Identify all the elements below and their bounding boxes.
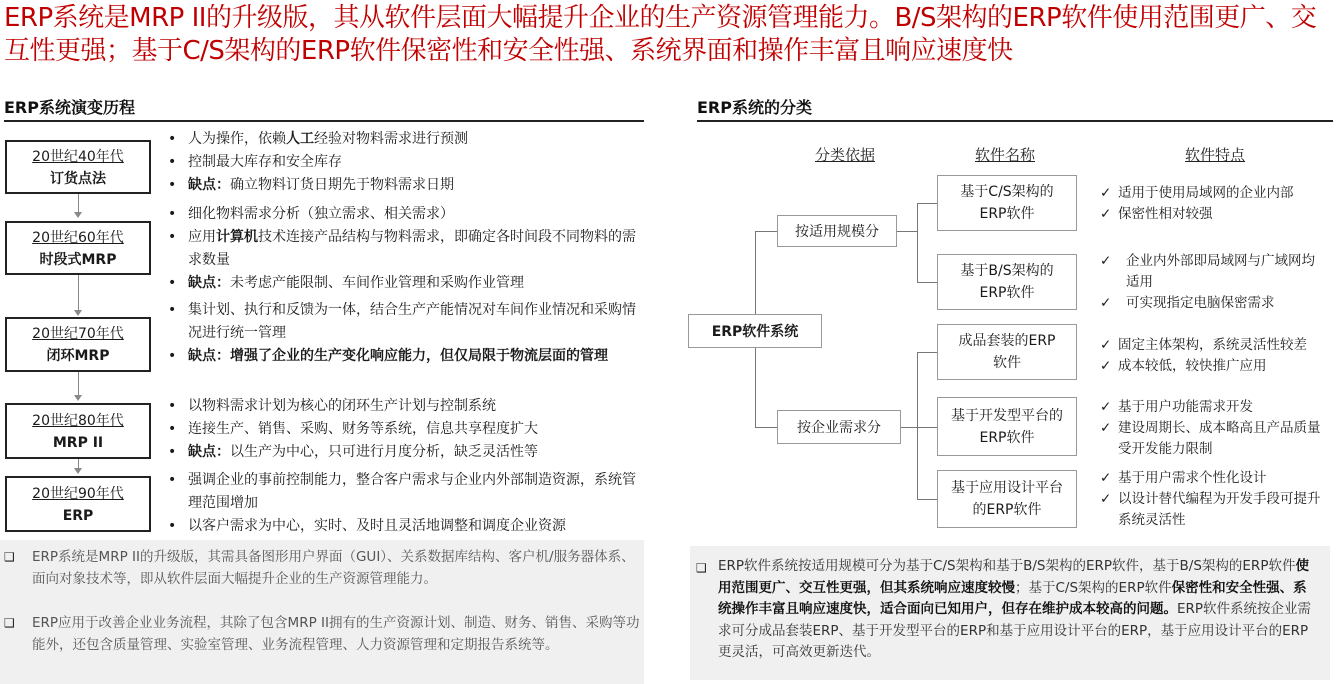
right-section-title: ERP系统的分类 (697, 98, 812, 117)
tree-line (755, 231, 777, 232)
timeline-connector (78, 275, 79, 313)
left-note-1: ❑ ERP系统是MRP II的升级版，其需具备图形用户界面（GUI）、关系数据库结构、客户机/服务器体系、面向对象技术等，即从软件层面大幅提升企业的生产资源管理能力。 (4, 546, 642, 590)
tree-line (917, 282, 937, 283)
check-icon: ✓ (1100, 185, 1112, 201)
era-box-1970s (5, 317, 151, 372)
era-name: 闭环MRP (46, 348, 110, 364)
era-box-1940s (5, 140, 151, 194)
tree-line (897, 231, 917, 232)
right-note-panel (690, 546, 1330, 680)
check-icon: ✓ (1100, 470, 1112, 486)
check-icon: ✓ (1100, 253, 1112, 269)
timeline-arrow (74, 395, 82, 401)
tree-line (917, 203, 918, 282)
era-box-1980s (5, 403, 151, 459)
check-icon: ✓ (1100, 337, 1112, 353)
bullet-item: • 强调企业的事前控制能力，整合客户需求与企业内外部制造资源，系统管理范围增加 (168, 472, 636, 511)
era-year: 20世纪40年代 (32, 149, 124, 165)
software-node-cs: 基于C/S架构的ERP软件 (937, 175, 1077, 231)
feature-item: ✓ 基于用户功能需求开发 (1100, 397, 1332, 418)
right-note-text: ERP软件系统按适用规模可分为基于C/S架构和基于B/S架构的ERP软件，基于B/S架构的ERP软件使用范围更广、交互性更强，但其系统响应速度较慢；基于C/S架构的ERP软件保密性和安全性强、系统操作丰富且响应速度快，适合面向已知用户，但存在维护成本较高的问题。ERP软件系统按企业需求可分成品套装ERP、基于开发型平台的ERP和基于应用设计平台的ERP，基于应用设计平台的ERP更灵活，可高效更新迭代。 (718, 558, 1312, 660)
note-marker-icon: ❑ (4, 616, 15, 630)
timeline-arrow (74, 310, 82, 316)
bullet-item: • 缺点：以生产为中心，只可进行月度分析，缺乏灵活性等 (168, 444, 538, 460)
era-name: 订货点法 (50, 171, 106, 187)
bullet-item: • 细化物料需求分析（独立需求、相关需求） (168, 206, 454, 222)
era-name: ERP (62, 508, 94, 524)
feature-item: ✓ 基于用户需求个性化设计 (1100, 468, 1332, 489)
tree-line (755, 427, 777, 428)
software-node-bs: 基于B/S架构的ERP软件 (937, 254, 1077, 310)
column-head-basis: 分类依据 (815, 146, 876, 164)
bullet-item: • 人为操作，依赖人工经验对物料需求进行预测 (168, 131, 468, 147)
software-node-packaged: 成品套装的ERP软件 (937, 324, 1077, 380)
basis-node-scale: 按适用规模分 (777, 215, 897, 247)
left-note-2: ❑ ERP应用于改善企业业务流程，其除了包含MRP II拥有的生产资源计划、制造、财务、销售、采购等功能外，还包含质量管理、实验室管理、业务流程管理、人力资源管理和定期报告系统等。 (4, 612, 642, 656)
era-name: MRP II (52, 435, 104, 451)
feature-item: ✓ 固定主体架构，系统灵活性较差 (1100, 335, 1332, 356)
software-node-design-platform: 基于应用设计平台的ERP软件 (937, 470, 1077, 528)
check-icon: ✓ (1100, 358, 1112, 374)
feature-item: ✓ 适用于使用局域网的企业内部 (1100, 183, 1332, 204)
bullet-item: • 缺点：确立物料订货日期先于物料需求日期 (168, 177, 454, 193)
feature-item: ✓ 可实现指定电脑保密需求 (1100, 293, 1332, 314)
bullet-item: • 缺点：未考虑产能限制、车间作业管理和采购作业管理 (168, 275, 524, 291)
tree-line (917, 352, 918, 499)
check-icon: ✓ (1100, 295, 1112, 311)
era-year: 20世纪60年代 (32, 230, 124, 246)
tree-line (917, 352, 937, 353)
feature-item: ✓ 保密性相对较强 (1100, 204, 1332, 225)
column-head-name: 软件名称 (975, 146, 1036, 164)
feature-item: ✓ 以设计替代编程为开发手段可提升系统灵活性 (1100, 491, 1321, 528)
note-marker-icon: ❑ (696, 561, 707, 575)
tree-root-node: ERP软件系统 (688, 314, 822, 348)
era-year: 20世纪90年代 (32, 486, 124, 502)
right-section-divider (697, 120, 1333, 122)
tree-line (917, 499, 937, 500)
left-section-title: ERP系统演变历程 (4, 98, 135, 117)
note-marker-icon: ❑ (4, 550, 15, 564)
check-icon: ✓ (1100, 206, 1112, 222)
era-year: 20世纪80年代 (32, 413, 124, 429)
tree-line (917, 427, 937, 428)
era-year: 20世纪70年代 (32, 326, 124, 342)
check-icon: ✓ (1100, 399, 1112, 415)
tree-line (901, 427, 917, 428)
feature-item: ✓ 企业内外部即局域网与广域网均适用 (1100, 253, 1315, 290)
feature-item: ✓ 建设周期长、成本略高且产品质量受开发能力限制 (1100, 420, 1321, 457)
bullet-item: • 集计划、执行和反馈为一体，结合生产产能情况对车间作业情况和采购情况进行统一管理 (168, 302, 636, 341)
column-head-feature: 软件特点 (1185, 146, 1246, 164)
page-headline: ERP系统是MRP II的升级版，其从软件层面大幅提升企业的生产资源管理能力。B/S架构的ERP软件使用范围更广、交互性更强；基于C/S架构的ERP软件保密性和安全性强、系统界面和操作丰富且响应速度快 (4, 3, 1317, 66)
bullet-item: • 应用计算机技术连接产品结构与物料需求，即确定各时间段不同物料的需求数量 (168, 229, 636, 268)
timeline-arrow (74, 468, 82, 474)
basis-node-demand: 按企业需求分 (777, 410, 901, 444)
era-name: 时段式MRP (39, 252, 117, 268)
bullet-item: • 缺点：增强了企业的生产变化响应能力，但仅局限于物流层面的管理 (168, 348, 608, 364)
bullet-item: • 以物料需求计划为核心的闭环生产计划与控制系统 (168, 398, 496, 414)
tree-line (917, 203, 937, 204)
check-icon: ✓ (1100, 491, 1112, 507)
bullet-item: • 控制最大库存和安全库存 (168, 154, 342, 170)
era-box-1960s (5, 221, 151, 275)
timeline-arrow (74, 212, 82, 218)
era-box-1990s (5, 476, 151, 532)
bullet-item: • 以客户需求为中心，实时、及时且灵活地调整和调度企业资源 (168, 518, 566, 534)
check-icon: ✓ (1100, 420, 1112, 436)
feature-item: ✓ 成本较低，较快推广应用 (1100, 356, 1332, 377)
bullet-item: • 连接生产、销售、采购、财务等系统，信息共享程度扩大 (168, 421, 538, 437)
left-section-divider (4, 120, 644, 122)
software-node-dev-platform: 基于开发型平台的ERP软件 (937, 397, 1077, 456)
